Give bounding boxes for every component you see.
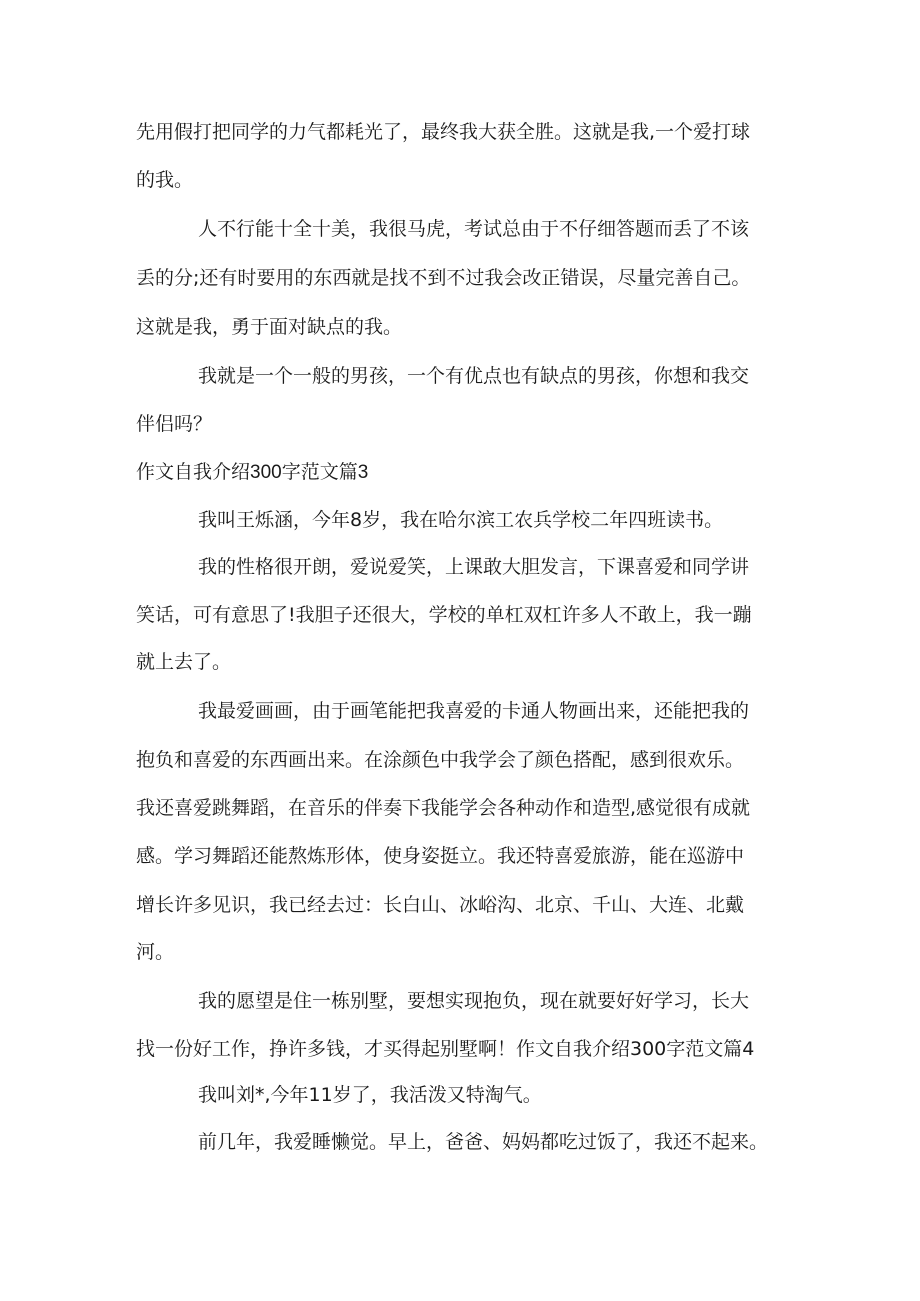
text-line-15: 我还喜爱跳舞蹈，在音乐的伴奏下我能学会各种动作和造型,感觉很有成就 (136, 797, 751, 819)
text-line-10: 我的性格很开朗，爱说爱笑，上课敢大胆发言，下课喜爱和同学讲 (198, 556, 750, 578)
section-heading-3: 作文自我介绍300字范文篇3 (136, 462, 369, 483)
text-line-16: 感。学习舞蹈还能熬炼形体，使身姿挺立。我还特喜爱旅游，能在巡游中 (136, 845, 745, 867)
text-line-20: 找一份好工作，挣许多钱，才买得起别墅啊！作文自我介绍300字范文篇4 (136, 1038, 755, 1060)
text-line-3: 人不行能十全十美，我很马虎，考试总由于不仔细答题而丢了不该 (198, 218, 750, 240)
text-line-4: 丢的分;还有时要用的东西就是找不到不过我会改正错误，尽量完善自己。 (136, 267, 751, 289)
text-line-9: 我叫王烁涵，今年8岁，我在哈尔滨工农兵学校二年四班读书。 (198, 509, 724, 531)
text-line-1: 先用假打把同学的力气都耗光了，最终我大获全胜。这就是我,一个爱打球 (136, 121, 751, 143)
text-line-7: 伴侣吗？ (136, 413, 213, 435)
text-line-11: 笑话，可有意思了!我胆子还很大，学校的单杠双杠许多人不敢上，我一蹦 (136, 604, 752, 626)
text-line-17: 增长许多见识，我已经去过：长白山、冰峪沟、北京、千山、大连、北戴 (136, 894, 745, 916)
text-line-12: 就上去了。 (136, 651, 232, 673)
text-line-6: 我就是一个一般的男孩，一个有优点也有缺点的男孩，你想和我交 (198, 365, 750, 387)
text-line-13: 我最爱画画，由于画笔能把我喜爱的卡通人物画出来，还能把我的 (198, 700, 750, 722)
text-line-18: 河。 (136, 941, 175, 963)
text-line-5: 这就是我，勇于面对缺点的我。 (136, 316, 403, 338)
text-line-19: 我的愿望是住一栋别墅，要想实现抱负，现在就要好好学习，长大 (198, 990, 750, 1012)
text-line-21: 我叫刘*,今年11岁了，我活泼又特淘气。 (198, 1084, 542, 1106)
text-line-2: 的我。 (136, 169, 194, 191)
text-line-22: 前几年，我爱睡懒觉。早上，爸爸、妈妈都吃过饭了，我还不起来。 (198, 1131, 769, 1153)
text-line-14: 抱负和喜爱的东西画出来。在涂颜色中我学会了颜色搭配，感到很欢乐。 (136, 749, 745, 771)
